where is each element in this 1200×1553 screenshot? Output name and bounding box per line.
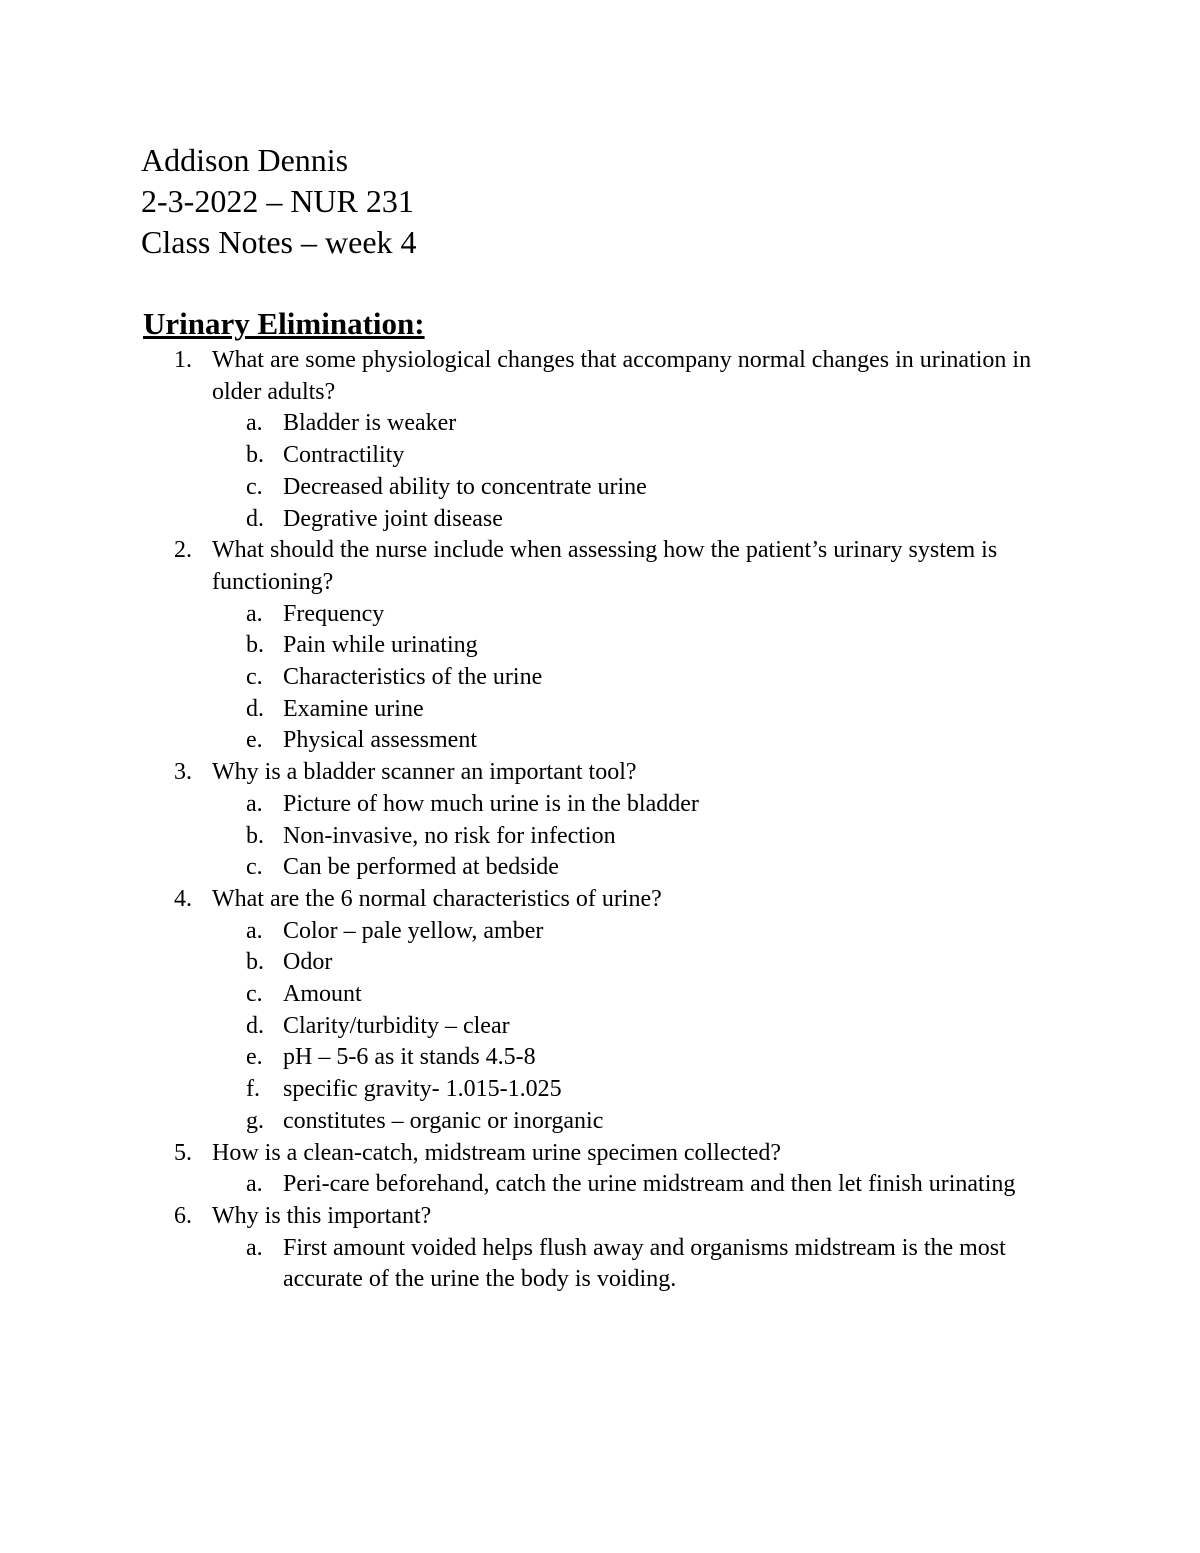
answer-item xyxy=(0,1042,1073,1074)
answer-item xyxy=(0,789,1073,821)
answer-list xyxy=(0,789,1200,884)
answer-letter: b. xyxy=(246,822,264,849)
answer-item xyxy=(0,947,1073,979)
question-text: How is a clean-catch, midstream urine specimen collected? xyxy=(212,1139,782,1166)
answer-list xyxy=(0,1169,1200,1201)
answer-letter: g. xyxy=(246,1107,264,1134)
answer-letter: d. xyxy=(246,1012,264,1039)
question-number: 5. xyxy=(174,1139,192,1166)
question-text: Why is this important? xyxy=(212,1202,432,1229)
question-item xyxy=(0,884,1072,916)
section-title: Urinary Elimination: xyxy=(143,306,425,341)
question-item xyxy=(0,757,1072,789)
answer-letter: a. xyxy=(246,917,263,944)
answer-item xyxy=(0,1169,1073,1201)
answer-text: Peri-care beforehand, catch the urine midstream and then let finish urinating xyxy=(283,1171,1016,1198)
answer-letter: a. xyxy=(246,1234,263,1261)
answer-text: Can be performed at bedside xyxy=(283,854,559,881)
answer-item xyxy=(0,1074,1073,1106)
answer-text: Frequency xyxy=(283,600,385,627)
question-number: 6. xyxy=(174,1202,192,1229)
answer-text: pH – 5-6 as it stands 4.5-8 xyxy=(283,1044,536,1071)
question-item xyxy=(0,535,1072,598)
answer-item xyxy=(0,852,1073,884)
answer-item xyxy=(0,504,1073,536)
question-text: What are some physiological changes that accompany normal changes in urination in older adults? xyxy=(212,347,1032,405)
answer-letter: b. xyxy=(246,442,264,469)
answer-text: Bladder is weaker xyxy=(283,410,457,437)
question-item xyxy=(0,345,1072,408)
question-item xyxy=(0,1138,1072,1170)
answer-text: Degrative joint disease xyxy=(283,505,503,532)
answer-letter: a. xyxy=(246,790,263,817)
author-name: Addison Dennis xyxy=(141,142,349,178)
answer-item xyxy=(0,472,1073,504)
answer-text: Examine urine xyxy=(283,695,424,722)
answer-text: Color – pale yellow, amber xyxy=(283,917,544,944)
question-text: What should the nurse include when assessing how the patient’s urinary system is functioning? xyxy=(212,537,998,595)
answer-list xyxy=(0,408,1200,535)
answer-text: Amount xyxy=(283,981,362,1008)
answer-list xyxy=(0,599,1200,758)
answer-text: First amount voided helps flush away and organisms midstream is the most accurate of the urine the body is voiding. xyxy=(283,1234,1006,1293)
answer-text: specific gravity- 1.015-1.025 xyxy=(283,1076,562,1103)
answer-item xyxy=(0,916,1073,948)
answer-letter: d. xyxy=(246,695,264,722)
answer-text: Decreased ability to concentrate urine xyxy=(283,473,647,500)
answer-item xyxy=(0,1233,1073,1296)
answer-item xyxy=(0,630,1073,662)
answer-letter: c. xyxy=(246,473,263,500)
answer-text: constitutes – organic or inorganic xyxy=(283,1107,604,1134)
answer-text: Physical assessment xyxy=(283,727,477,754)
answer-item xyxy=(0,599,1073,631)
answer-text: Clarity/turbidity – clear xyxy=(283,1012,510,1039)
answer-letter: c. xyxy=(246,664,263,691)
answer-item xyxy=(0,821,1073,853)
answer-item xyxy=(0,979,1073,1011)
question-item xyxy=(0,1201,1072,1233)
answer-letter: b. xyxy=(246,949,264,976)
answer-letter: e. xyxy=(246,727,263,754)
answer-text: Non-invasive, no risk for infection xyxy=(283,822,616,849)
question-number: 2. xyxy=(174,537,192,564)
answer-letter: b. xyxy=(246,632,264,659)
answer-item xyxy=(0,694,1073,726)
date-course: 2-3-2022 – NUR 231 xyxy=(141,183,414,219)
question-number: 1. xyxy=(174,347,192,373)
answer-letter: c. xyxy=(246,854,263,881)
answer-text: Pain while urinating xyxy=(283,632,478,659)
document-header xyxy=(141,140,417,263)
question-text: Why is a bladder scanner an important tool? xyxy=(212,759,637,786)
answer-letter: e. xyxy=(246,1044,263,1071)
question-number: 4. xyxy=(174,885,192,912)
question-number: 3. xyxy=(174,759,192,786)
answer-text: Contractility xyxy=(283,442,405,469)
answer-item xyxy=(0,1106,1073,1138)
answer-letter: a. xyxy=(246,600,263,627)
answer-list xyxy=(0,916,1200,1138)
answer-item xyxy=(0,662,1073,694)
answer-letter: f. xyxy=(246,1076,260,1103)
answer-item xyxy=(0,408,1073,440)
answer-text: Characteristics of the urine xyxy=(283,664,543,691)
answer-letter: c. xyxy=(246,981,263,1008)
answer-text: Picture of how much urine is in the bladder xyxy=(283,790,699,817)
answer-text: Odor xyxy=(283,949,333,976)
answer-item xyxy=(0,440,1073,472)
answer-letter: a. xyxy=(246,410,263,437)
answer-list xyxy=(0,1233,1200,1296)
answer-letter: a. xyxy=(246,1171,263,1198)
notes-title: Class Notes – week 4 xyxy=(141,224,417,260)
answer-item xyxy=(0,1011,1073,1043)
answer-item xyxy=(0,725,1073,757)
question-text: What are the 6 normal characteristics of urine? xyxy=(212,885,662,912)
question-list xyxy=(0,345,1200,1296)
answer-letter: d. xyxy=(246,505,264,532)
